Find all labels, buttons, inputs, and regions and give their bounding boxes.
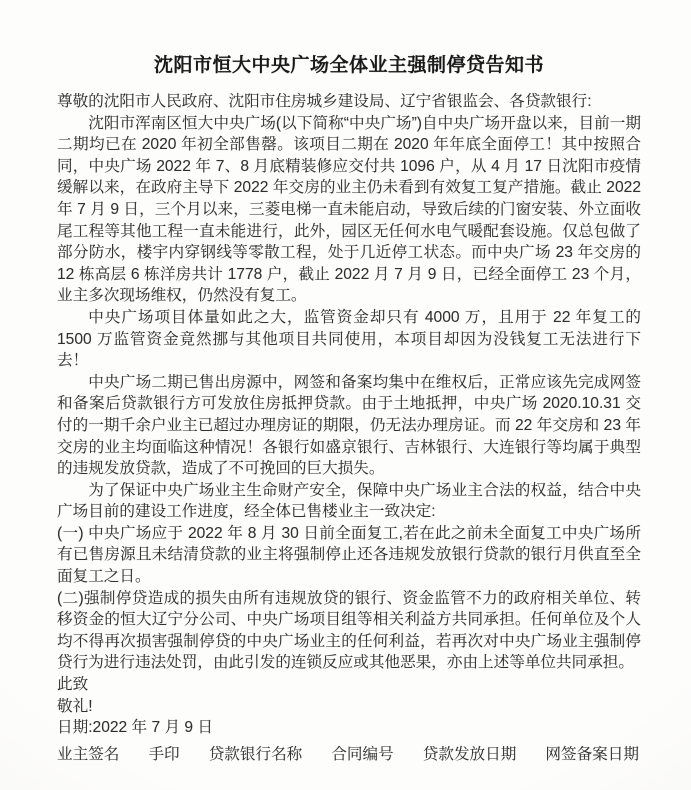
signature-column-contract-number: 合同编号: [331, 745, 394, 763]
document-title: 沈阳市恒大中央广场全体业主强制停贷告知书: [153, 55, 544, 76]
paragraph: 中央广场二期已售出房源中，网签和备案均集中在维权后，正常应该先完成网签和备案后贷款银行方可发放住房抵押贷款。由于土地抵押，中央广场 2020.10.31 交付的一期千余户业主已超过办理房证的期限，仍无法办理房证。而 22 年交房和 23 年交房的业主均面临这种情况！各银行如盛京银行、吉林银行、大连银行等均属于典型的违规发放贷款，造成了不可挽回的巨大损失。: [57, 373, 641, 478]
paragraph: 为了保证中央广场业主生命财产安全，保障中央广场业主合法的权益，结合中央广场目前的建设工作进度，经全体已售楼业主一致决定:: [57, 481, 641, 521]
signature-column-bank-name: 贷款银行名称: [208, 745, 303, 763]
document-body: [57, 91, 641, 765]
signature-header-row: [57, 744, 641, 766]
signature-column-registration-date: 网签备案日期: [545, 745, 639, 763]
closing-cizhi: 此致: [57, 676, 89, 694]
signature-column-loan-date: 贷款发放日期: [422, 745, 517, 763]
salutation-line: 尊敬的沈阳市人民政府、沈阳市住房城乡建设局、辽宁省银监会、各贷款银行:: [57, 93, 592, 110]
signature-column-fingerprint: 手印: [148, 745, 180, 763]
decision-item-2: (二)强制停贷造成的损失由所有违规放贷的银行、资金监管不力的政府相关单位、转移资金的恒大辽宁分公司、中央广场项目组等相关利益方共同承担。任何单位及个人均不得再次损害强制停贷的中央广场业主的任何利益，若再次对中央广场业主强制停贷行为进行违法处罚，由此引发的连锁反应或其他恶果，亦由上述等单位共同承担。: [57, 589, 641, 672]
paragraph: 沈阳市浑南区恒大中央广场(以下简称“中央广场”)自中央广场开盘以来，目前一期二期均已在 2020 年初全部售罄。该项目二期在 2020 年年底全面停工！其中按照合同，中央广场 2022 年 7、8 月底精装修应交付共 1096 户，从 4 月 17 日沈阳市疫情缓解以来，在政府主导下 2022 年交房的业主仍未看到有效复工复产措施。截止 2022 年 7 月 9 日，三个月以来，三菱电梯一直未能启动，导致后续的门窗安装、外立面收尾工程等其他工程一直未能进行，此外，园区无任何水电气暖配套设施。仅总包做了部分防水，楼宇内穿钢线等零散工程，处于几近停工状态。而中央广场 23 年交房的 12 栋高层 6 栋洋房共计 1778 户，截止 2022 月 7 月 9 日，已经全面停工 23 个月，业主多次现场维权，仍然没有复工。: [57, 114, 641, 305]
decision-item-1: (一) 中央广场应于 2022 年 8 月 30 日前全面复工,若在此之前未全面复工中央广场所有已售房源且未结清贷款的业主将强制停止还各违规发放银行贷款的银行月供直至全面复工之日。: [57, 524, 641, 586]
signature-column-owner-name: 业主签名: [57, 745, 120, 763]
closing-jingli: 敬礼!: [57, 697, 93, 715]
date-line: 日期:2022 年 7 月 9 日: [57, 719, 213, 737]
paragraph: 中央广场项目体量如此之大，监管资金却只有 4000 万，且用于 22 年复工的 1500 万监管资金竟然挪与其他项目共同使用，本项目却因为没钱复工无法进行下去！: [57, 308, 641, 370]
